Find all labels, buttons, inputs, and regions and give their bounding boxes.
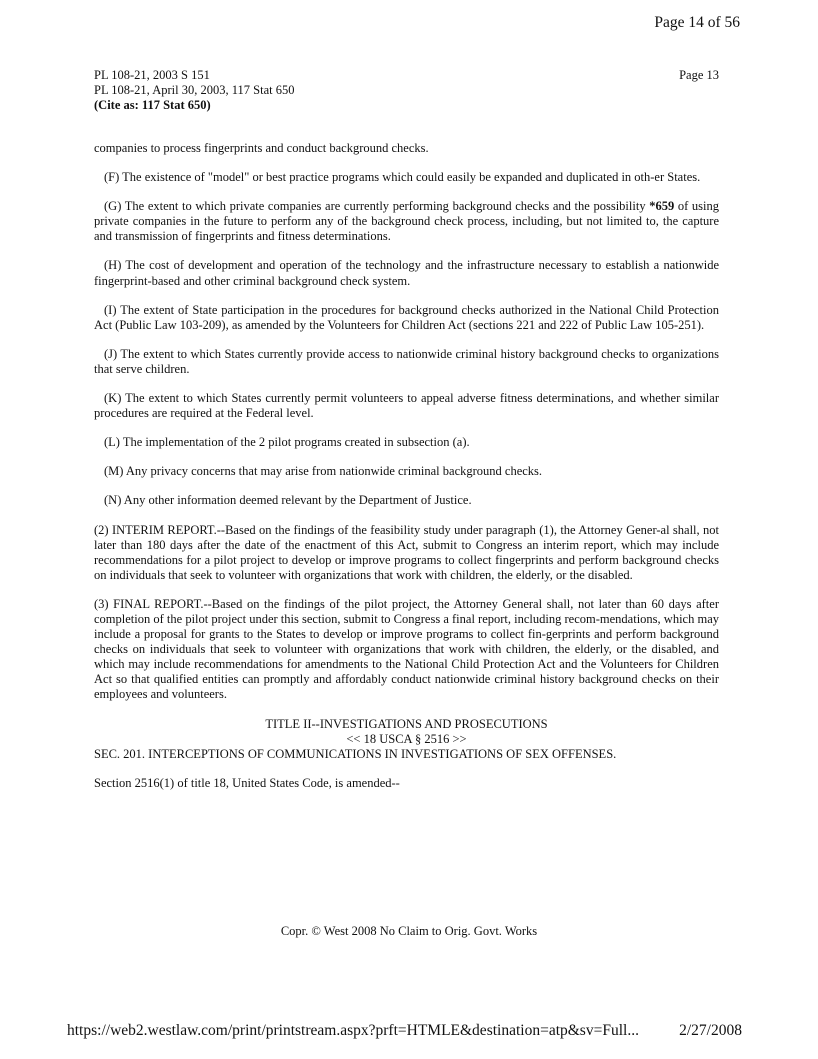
citation-line-1: PL 108-21, 2003 S 151 bbox=[94, 68, 210, 82]
paragraph-f: (F) The existence of "model" or best practice programs which could easily be expanded and duplicated in oth-er States. bbox=[104, 170, 701, 185]
paragraph-l: (L) The implementation of the 2 pilot programs created in subsection (a). bbox=[104, 435, 470, 450]
paragraph-n: (N) Any other information deemed relevant by the Department of Justice. bbox=[104, 493, 472, 508]
paragraph-k: (K) The extent to which States currently permit volunteers to appeal adverse fitness determinations, and whether similar procedures are required at the Federal level. bbox=[94, 391, 719, 421]
citation-line-3: (Cite as: 117 Stat 650) bbox=[94, 98, 211, 112]
paragraph-i: (I) The extent of State participation in the procedures for background checks authorized in the National Child Protection Act (Public Law 103-209), as amended by the Volunteers for Children Act (sections 221 and 222 of Public Law 105-251). bbox=[94, 302, 719, 332]
paragraph-j: (J) The extent to which States currently provide access to nationwide criminal history background checks to organizations that serve children. bbox=[94, 346, 719, 376]
browser-page-counter: Page 14 of 56 bbox=[654, 14, 740, 31]
usca-reference: << 18 USCA § 2516 >> bbox=[346, 731, 467, 746]
copyright-notice: Copr. © West 2008 No Claim to Orig. Govt. Works bbox=[280, 924, 538, 938]
paragraph-g-pre: (G) The extent to which private companies are currently performing background checks and the possibility bbox=[104, 199, 650, 214]
footer-date: 2/27/2008 bbox=[679, 1022, 742, 1039]
citation-block bbox=[94, 68, 294, 113]
title-ii-heading: TITLE II--INVESTIGATIONS AND PROSECUTIONS bbox=[265, 716, 548, 731]
paragraph-interim-report: (2) INTERIM REPORT.--Based on the findings of the feasibility study under paragraph (1), the Attorney Gener-al shall, not later than 180 days after the date of the enactment of this Act, submit to Congress an interim report, which may include recommendations for a pilot project to develop or improve programs to collect fingerprints and perform background checks on individuals that seek to volunteer with organizations that work with children, the elderly, or the disabled. bbox=[94, 522, 719, 582]
paragraph-g bbox=[94, 199, 719, 244]
citation-line-2: PL 108-21, April 30, 2003, 117 Stat 650 bbox=[94, 83, 295, 97]
section-201-heading: SEC. 201. INTERCEPTIONS OF COMMUNICATIONS IN INVESTIGATIONS OF SEX OFFENSES. bbox=[94, 746, 617, 761]
document-page-number: Page 13 bbox=[679, 68, 719, 82]
paragraph-amendment: Section 2516(1) of title 18, United States Code, is amended-- bbox=[94, 775, 400, 790]
paragraph-g-post: of using private companies in the future to perform any of the background check process, including, but not limited to, the capture and transmission of fingerprints and fitness determinations. bbox=[94, 199, 720, 244]
paragraph-m: (M) Any privacy concerns that may arise from nationwide criminal background checks. bbox=[104, 464, 543, 479]
document-body bbox=[94, 141, 719, 805]
title-block bbox=[94, 717, 719, 747]
paragraph-final-report: (3) FINAL REPORT.--Based on the findings of the pilot project, the Attorney General shall, not later than 60 days after completion of the pilot project under this section, submit to Congress a final report, including recom-mendations, which may include a proposal for grants to the States to develop or improve programs to collect fin-gerprints and perform background checks on individuals that seek to volunteer with organizations that work with children, the elderly, or the disabled, and which may include recommendations for amendments to the National Child Protection Act and the Volunteers for Children Act so that qualified entities can promptly and affordably conduct nationwide criminal history background checks on their employees and volunteers. bbox=[94, 596, 719, 702]
paragraph-continuation: companies to process fingerprints and conduct background checks. bbox=[94, 141, 429, 155]
footer-url: https://web2.westlaw.com/print/printstream.aspx?prft=HTMLE&destination=atp&sv=Full... bbox=[67, 1022, 639, 1039]
star-page-marker: *659 bbox=[649, 199, 675, 214]
paragraph-h: (H) The cost of development and operation of the technology and the infrastructure necessary to establish a nationwide fingerprint-based and other criminal background check system. bbox=[94, 258, 719, 288]
